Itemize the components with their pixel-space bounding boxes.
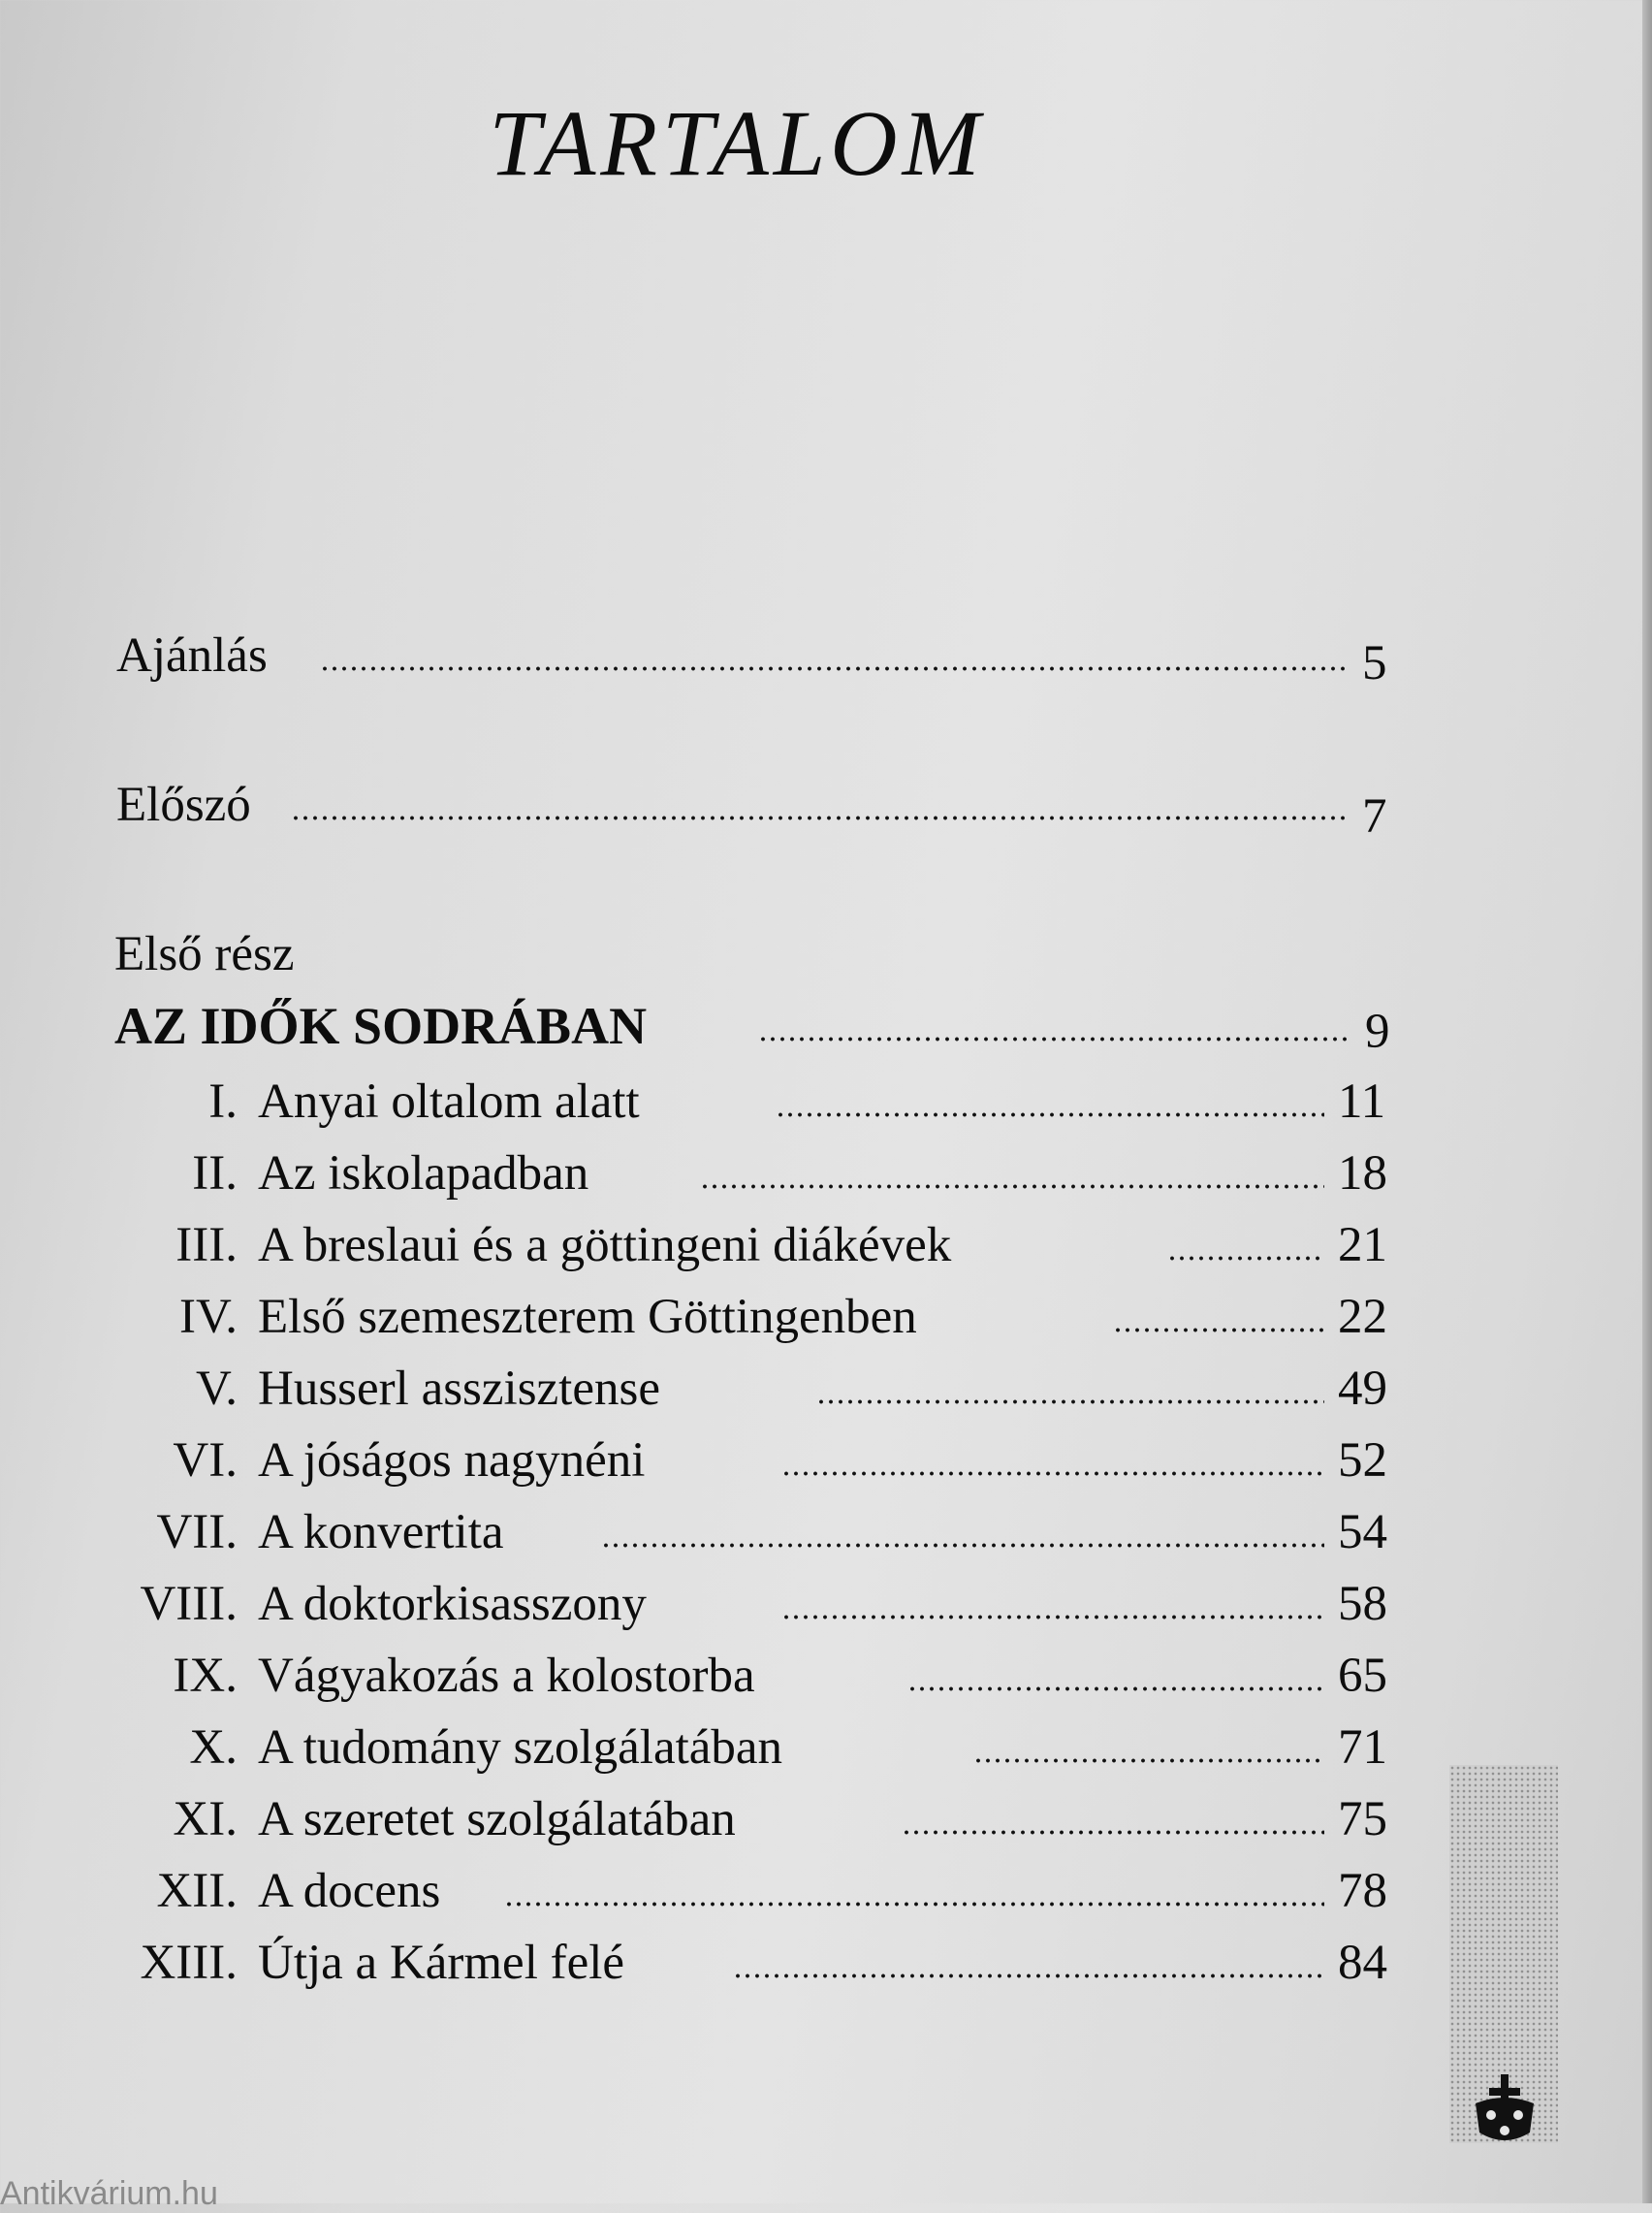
chapter-page: 21 <box>1338 1218 1387 1272</box>
chapter-title: A docens <box>258 1864 441 1918</box>
chapter-title: A konvertita <box>258 1505 504 1559</box>
chapter-page: 84 <box>1338 1936 1387 1990</box>
part-label: Első rész <box>114 927 295 981</box>
toc-chapter-entry[interactable] <box>0 1780 1415 1858</box>
chapter-page: 11 <box>1338 1074 1386 1129</box>
chapter-title: Anyai oltalom alatt <box>258 1074 640 1129</box>
leader-dots <box>504 1902 1324 1907</box>
leader-dots <box>700 1184 1324 1189</box>
leader-dots <box>291 816 1350 820</box>
leader-dots <box>816 1399 1324 1404</box>
chapter-title: Vágyakozás a kolostorba <box>258 1649 755 1703</box>
chapter-title: Útja a Kármel felé <box>258 1936 625 1990</box>
leader-dots <box>781 1615 1324 1620</box>
chapter-page: 75 <box>1338 1792 1387 1846</box>
chapter-page: 78 <box>1338 1864 1387 1918</box>
toc-chapter-entry[interactable] <box>0 1924 1415 2002</box>
toc-entry-part-title[interactable] <box>0 987 1415 1065</box>
toc-chapter-entry[interactable] <box>0 1637 1415 1715</box>
chapter-numeral: III. <box>175 1218 238 1272</box>
chapter-numeral: XII. <box>156 1864 238 1918</box>
chapter-page: 65 <box>1338 1649 1387 1703</box>
chapter-page: 52 <box>1338 1433 1387 1488</box>
leader-dots <box>776 1112 1324 1117</box>
carmelite-cross-emblem-icon <box>1466 2070 1543 2148</box>
chapter-numeral: IV. <box>179 1290 238 1344</box>
chapter-title: A doktorkisasszony <box>258 1577 647 1631</box>
toc-entry-label: Ajánlás <box>116 628 268 683</box>
toc-chapter-entry[interactable] <box>0 1206 1415 1284</box>
chapter-title: Az iskolapadban <box>258 1146 589 1201</box>
chapter-title: Husserl asszisztense <box>258 1362 660 1416</box>
chapter-title: Első szemeszterem Göttingenben <box>258 1290 917 1344</box>
chapter-page: 22 <box>1338 1290 1387 1344</box>
leader-dots <box>781 1471 1324 1476</box>
toc-chapter-entry[interactable] <box>0 1852 1415 1930</box>
chapter-numeral: IX. <box>173 1649 238 1703</box>
chapter-page: 49 <box>1338 1362 1387 1416</box>
leader-dots <box>1167 1256 1324 1261</box>
chapter-title: A breslaui és a göttingeni diákévek <box>258 1218 952 1272</box>
toc-chapter-entry[interactable] <box>0 1063 1415 1140</box>
toc-chapter-entry[interactable] <box>0 1422 1415 1499</box>
toc-entry-page: 7 <box>1362 789 1387 844</box>
toc-entry-eloszo[interactable] <box>0 766 1415 844</box>
toc-chapter-entry[interactable] <box>0 1493 1415 1571</box>
chapter-numeral: X. <box>189 1720 238 1775</box>
toc-entry-page: 5 <box>1362 636 1387 690</box>
toc-entry-label: Előszó <box>116 778 251 832</box>
chapter-page: 71 <box>1338 1720 1387 1775</box>
leader-dots <box>902 1830 1324 1835</box>
chapter-numeral: VI. <box>173 1433 238 1488</box>
chapter-title: A szeretet szolgálatában <box>258 1792 736 1846</box>
toc-entry-ajanlas[interactable] <box>0 617 1415 694</box>
leader-dots <box>907 1686 1324 1691</box>
toc-chapter-entry[interactable] <box>0 1278 1415 1356</box>
chapter-page: 18 <box>1338 1146 1387 1201</box>
chapter-page: 58 <box>1338 1577 1387 1631</box>
toc-entry-page: 9 <box>1365 1005 1390 1059</box>
leader-dots <box>601 1543 1324 1548</box>
chapter-numeral: V. <box>195 1362 238 1416</box>
watermark: Antikvárium.hu <box>0 2175 218 2212</box>
chapter-title: A jóságos nagynéni <box>258 1433 646 1488</box>
leader-dots <box>733 1973 1324 1978</box>
part-title: AZ IDŐK SODRÁBAN <box>114 997 648 1055</box>
toc-chapter-entry[interactable] <box>0 1709 1415 1786</box>
toc-chapter-entry[interactable] <box>0 1135 1415 1212</box>
leader-dots <box>1113 1328 1324 1332</box>
chapter-numeral: XIII. <box>140 1936 238 1990</box>
chapter-numeral: VIII. <box>140 1577 238 1631</box>
leader-dots <box>320 666 1350 671</box>
toc-chapter-entry[interactable] <box>0 1350 1415 1427</box>
chapter-page: 54 <box>1338 1505 1387 1559</box>
page-title: TARTALOM <box>489 91 985 196</box>
chapter-numeral: XI. <box>173 1792 238 1846</box>
chapter-title: A tudomány szolgálatában <box>258 1720 783 1775</box>
chapter-numeral: VII. <box>156 1505 238 1559</box>
leader-dots <box>973 1758 1324 1763</box>
chapter-numeral: I. <box>208 1074 238 1129</box>
toc-chapter-entry[interactable] <box>0 1565 1415 1643</box>
chapter-numeral: II. <box>192 1146 238 1201</box>
leader-dots <box>758 1037 1351 1042</box>
